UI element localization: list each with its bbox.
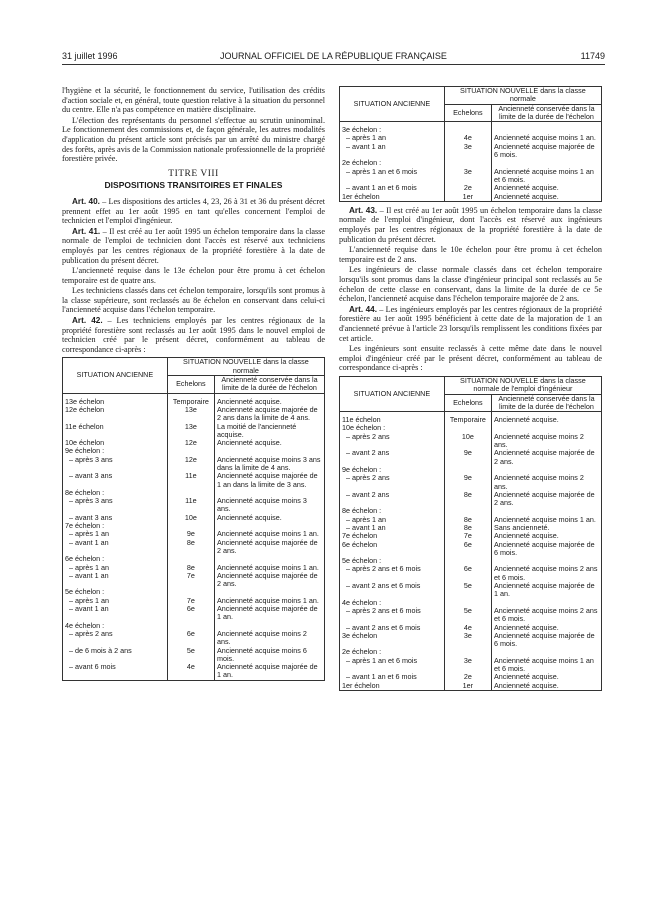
article-label: Art. 42. — [72, 316, 103, 326]
cell-ancienne: 10e échelon : — [340, 424, 445, 432]
header-situation-nouvelle: SITUATION NOUVELLE dans la classe normale — [167, 358, 324, 376]
cell-anciennete: Ancienneté acquise moins 6 mois. — [214, 647, 324, 664]
cell-anciennete: Ancienneté acquise moins 2 ans et 6 mois. — [491, 565, 601, 582]
cell-anciennete: Ancienneté acquise moins 1 an. — [214, 564, 324, 572]
table-row — [340, 433, 602, 450]
table-row — [340, 143, 602, 160]
paragraph: Les techniciens classés dans cet échelon temporaire, lorsqu'ils sont promus à la classe supérieure, sont reclassés au 8e échelon en conservant dans celui-ci l'ancienneté acquise dans l'échelon temporaire. — [62, 286, 325, 315]
header-echelons: Echelons — [444, 104, 491, 122]
cell-echelon: 6e — [167, 605, 214, 622]
cell-ancienne: 12e échelon — [63, 406, 168, 423]
table-row — [340, 449, 602, 466]
cell-ancienne: 7e échelon — [340, 532, 445, 540]
cell-echelon: 8e — [444, 524, 491, 532]
table-row — [63, 663, 325, 680]
page-number: 11749 — [580, 51, 605, 61]
article-label: Art. 41. — [72, 226, 101, 236]
cell-echelon: 9e — [444, 449, 491, 466]
cell-echelon: 1er — [444, 682, 491, 691]
paragraph: l'hygiène et la sécurité, le fonctionnement du service, l'utilisation des crédits d'action sociale et, en général, toute question relative à la situation du personnel du centre. Elle n'a pas compétence en matière disciplinaire. — [62, 86, 325, 115]
cell-anciennete: Ancienneté acquise majorée de 6 mois. — [491, 632, 601, 649]
cell-echelon: 11e — [167, 497, 214, 514]
cell-ancienne: – avant 2 ans — [340, 449, 445, 466]
cell-ancienne: 4e échelon : — [340, 599, 445, 607]
cell-ancienne: 6e échelon — [340, 541, 445, 558]
paragraph: L'élection des représentants du personnel s'effectue au scrutin uninominal. Le fonctionnement des commissions et, de façon générale, les autres modalités d'application du présent article sont précisés par un arrêté du ministre chargé des forêts, après avis de la Commission nationale professionnelle de la propriété forestière privée. — [62, 115, 325, 164]
cell-anciennete: Ancienneté acquise majorée de 1 an. — [214, 663, 324, 680]
cell-ancienne: – avant 1 an — [340, 524, 445, 532]
cell-ancienne: – après 2 ans — [340, 474, 445, 491]
cell-ancienne: – après 2 ans et 6 mois — [340, 607, 445, 624]
cell-echelon: 10e — [167, 514, 214, 522]
article-text: – Les ingénieurs employés par les centres régionaux de la propriété forestière au 1er août 1995 bénéficient à cette date de la majoration de 1 an d'ancienneté prévue à l'article 23 lorsqu'ils remplissent les conditions fixées par cet article. — [339, 304, 602, 343]
cell-echelon: 7e — [167, 572, 214, 589]
header-anciennete: Ancienneté conservée dans la limite de la durée de l'échelon — [491, 394, 601, 412]
cell-echelon: 3e — [444, 168, 491, 185]
cell-ancienne: 1er échelon — [340, 682, 445, 691]
article-text: – Il est créé au 1er août 1995 un échelon temporaire dans la classe normale de l'emploi de technicien dont l'accès est réservé aux techniciens employés par les centres régionaux de la propriété forestière à la date de publication du présent décret. — [62, 226, 325, 265]
table-row — [63, 456, 325, 473]
table-row — [63, 572, 325, 589]
cell-ancienne: 3e échelon : — [340, 126, 445, 134]
table-row — [63, 539, 325, 556]
header-anciennete: Ancienneté conservée dans la limite de la durée de l'échelon — [491, 104, 601, 122]
cell-echelon: 8e — [444, 516, 491, 524]
cell-anciennete: Ancienneté acquise moins 1 an. — [491, 134, 601, 142]
table-row — [63, 605, 325, 622]
cell-anciennete: Ancienneté acquise. — [491, 532, 601, 540]
cell-ancienne: 5e échelon : — [63, 588, 168, 596]
cell-echelon: 5e — [444, 607, 491, 624]
cell-anciennete: Ancienneté acquise moins 2 ans. — [214, 630, 324, 647]
correspondence-table-technicien — [62, 357, 325, 680]
cell-echelon: 5e — [444, 582, 491, 599]
paragraph: Les ingénieurs de classe normale classés dans cet échelon temporaire lorsqu'ils sont promus dans la classe d'ingénieur principal sont reclassés au 5e échelon de cette classe en conservant, dans la limite de la durée de ce 5e échelon, l'ancienneté acquise dans l'échelon temporaire majorée de 2 ans. — [339, 265, 602, 304]
cell-echelon: 6e — [167, 630, 214, 647]
table-row — [340, 632, 602, 649]
right-column — [339, 86, 602, 691]
cell-ancienne: – avant 2 ans — [340, 491, 445, 508]
cell-anciennete: Ancienneté acquise moins 2 ans. — [491, 474, 601, 491]
cell-ancienne: – après 1 an — [340, 516, 445, 524]
cell-echelon: 1er — [444, 193, 491, 202]
cell-echelon: 9e — [167, 530, 214, 538]
cell-anciennete: Ancienneté acquise moins 1 an et 6 mois. — [491, 168, 601, 185]
table-row — [340, 607, 602, 624]
cell-ancienne: – après 1 an — [63, 530, 168, 538]
cell-ancienne: 3e échelon — [340, 632, 445, 649]
cell-echelon: Temporaire — [167, 398, 214, 406]
cell-echelon: 4e — [444, 134, 491, 142]
cell-anciennete: Ancienneté acquise. — [491, 416, 601, 424]
table-row — [340, 474, 602, 491]
cell-ancienne: 2e échelon : — [340, 648, 445, 656]
table-row — [63, 630, 325, 647]
cell-ancienne: – après 1 an et 6 mois — [340, 657, 445, 674]
cell-anciennete: Ancienneté acquise. — [491, 184, 601, 192]
cell-anciennete: Ancienneté acquise majorée de 1 an dans la limite de 3 ans. — [214, 472, 324, 489]
cell-anciennete: Ancienneté acquise moins 1 an. — [214, 530, 324, 538]
cell-anciennete: La moitié de l'ancienneté acquise. — [214, 423, 324, 440]
table-row — [340, 491, 602, 508]
header-situation-ancienne: SITUATION ANCIENNE — [63, 358, 168, 393]
article-40 — [62, 197, 325, 226]
left-column — [62, 86, 325, 681]
cell-echelon: 9e — [444, 474, 491, 491]
table-row — [340, 682, 602, 691]
cell-ancienne: 4e échelon : — [63, 622, 168, 630]
cell-ancienne: 8e échelon : — [63, 489, 168, 497]
cell-ancienne: – avant 3 ans — [63, 472, 168, 489]
cell-echelon: 6e — [444, 565, 491, 582]
cell-ancienne: – avant 1 an et 6 mois — [340, 184, 445, 192]
cell-ancienne: 5e échelon : — [340, 557, 445, 565]
header-echelons: Echelons — [444, 394, 491, 412]
cell-ancienne: 13e échelon — [63, 398, 168, 406]
cell-ancienne: 11e échelon — [63, 423, 168, 440]
article-label: Art. 40. — [72, 196, 100, 206]
cell-anciennete: Ancienneté acquise majorée de 2 ans. — [491, 491, 601, 508]
cell-ancienne: 6e échelon : — [63, 555, 168, 563]
cell-anciennete: Ancienneté acquise. — [214, 439, 324, 447]
article-41 — [62, 227, 325, 265]
cell-anciennete: Ancienneté acquise. — [214, 398, 324, 406]
cell-ancienne: – avant 2 ans et 6 mois — [340, 624, 445, 632]
table-row — [340, 541, 602, 558]
cell-echelon: 13e — [167, 423, 214, 440]
cell-anciennete: Sans ancienneté. — [491, 524, 601, 532]
article-text: – Les dispositions des articles 4, 23, 26 à 31 et 36 du présent décret prennent effet au 1er août 1995 en tant qu'elles concernent l'emploi de technicien et l'emploi d'ingénieur. — [62, 196, 325, 226]
table-row — [340, 657, 602, 674]
cell-anciennete: Ancienneté acquise moins 1 an et 6 mois. — [491, 657, 601, 674]
table-row — [63, 406, 325, 423]
cell-ancienne: – avant 6 mois — [63, 663, 168, 680]
cell-anciennete: Ancienneté acquise moins 3 ans. — [214, 497, 324, 514]
cell-ancienne: – après 1 an — [63, 597, 168, 605]
header-situation-ancienne: SITUATION ANCIENNE — [340, 87, 445, 122]
cell-ancienne: – avant 2 ans et 6 mois — [340, 582, 445, 599]
cell-ancienne: – avant 1 an — [340, 143, 445, 160]
cell-ancienne: – de 6 mois à 2 ans — [63, 647, 168, 664]
article-text: – Il est créé au 1er août 1995 un échelon temporaire dans la classe normale de l'emploi d'ingénieur, dont l'accès est réservé aux ingénieurs employés par les centres régionaux de la propriété forestière à la date de publication du présent décret. — [339, 205, 602, 244]
cell-echelon: 2e — [444, 673, 491, 681]
header-situation-nouvelle: SITUATION NOUVELLE dans la classe normale de l'emploi d'ingénieur — [444, 376, 601, 394]
cell-ancienne: – après 3 ans — [63, 456, 168, 473]
cell-echelon: 8e — [167, 564, 214, 572]
cell-anciennete: Ancienneté acquise majorée de 2 ans. — [491, 449, 601, 466]
article-43 — [339, 206, 602, 244]
table-row — [340, 565, 602, 582]
cell-ancienne: – avant 1 an — [63, 539, 168, 556]
table-row — [63, 472, 325, 489]
cell-anciennete: Ancienneté acquise moins 2 ans. — [491, 433, 601, 450]
cell-ancienne: – après 3 ans — [63, 497, 168, 514]
cell-anciennete: Ancienneté acquise moins 3 ans dans la limite de 4 ans. — [214, 456, 324, 473]
cell-ancienne: – avant 1 an — [63, 572, 168, 589]
table-row — [340, 582, 602, 599]
cell-ancienne: 7e échelon : — [63, 522, 168, 530]
cell-echelon: 11e — [167, 472, 214, 489]
cell-echelon: 4e — [167, 663, 214, 680]
header-rule — [62, 64, 605, 65]
cell-ancienne: – après 1 an — [63, 564, 168, 572]
cell-echelon: 7e — [167, 597, 214, 605]
cell-anciennete: Ancienneté acquise moins 1 an. — [491, 516, 601, 524]
cell-echelon: 3e — [444, 143, 491, 160]
cell-echelon: 8e — [444, 491, 491, 508]
cell-ancienne: – avant 1 an et 6 mois — [340, 673, 445, 681]
paragraph: Les ingénieurs sont ensuite reclassés à cette même date dans le nouvel emploi d'ingénieur créé par le présent décret, conformément au tableau de correspondance ci-après : — [339, 344, 602, 373]
cell-ancienne: 1er échelon — [340, 193, 445, 202]
article-label: Art. 44. — [349, 304, 377, 314]
cell-echelon: 6e — [444, 541, 491, 558]
cell-ancienne: – après 2 ans — [340, 433, 445, 450]
cell-echelon: 5e — [167, 647, 214, 664]
cell-anciennete: Ancienneté acquise. — [214, 514, 324, 522]
cell-anciennete: Ancienneté acquise. — [491, 193, 601, 202]
cell-anciennete: Ancienneté acquise majorée de 6 mois. — [491, 541, 601, 558]
table-row — [63, 647, 325, 664]
cell-anciennete: Ancienneté acquise moins 1 an. — [214, 597, 324, 605]
cell-anciennete: Ancienneté acquise. — [491, 624, 601, 632]
header-anciennete: Ancienneté conservée dans la limite de la durée de l'échelon — [214, 376, 324, 394]
cell-ancienne: 2e échelon : — [340, 159, 445, 167]
cell-ancienne: – avant 1 an — [63, 605, 168, 622]
section-title: TITRE VIII — [168, 168, 219, 179]
cell-ancienne: 10e échelon — [63, 439, 168, 447]
cell-anciennete: Ancienneté acquise moins 2 ans et 6 mois. — [491, 607, 601, 624]
cell-echelon: 3e — [444, 632, 491, 649]
cell-echelon: 12e — [167, 456, 214, 473]
cell-ancienne: 8e échelon : — [340, 507, 445, 515]
cell-echelon: 13e — [167, 406, 214, 423]
cell-ancienne: 9e échelon : — [340, 466, 445, 474]
header-situation-ancienne: SITUATION ANCIENNE — [340, 376, 445, 411]
cell-anciennete: Ancienneté acquise majorée de 1 an. — [214, 605, 324, 622]
article-44 — [339, 305, 602, 343]
cell-echelon: Temporaire — [444, 416, 491, 424]
cell-echelon: 10e — [444, 433, 491, 450]
journal-title: JOURNAL OFFICIEL DE LA RÉPUBLIQUE FRANÇAISE — [220, 51, 447, 61]
article-label: Art. 43. — [349, 205, 378, 215]
cell-anciennete: Ancienneté acquise majorée de 1 an. — [491, 582, 601, 599]
cell-anciennete: Ancienneté acquise majorée de 2 ans dans la limite de 4 ans. — [214, 406, 324, 423]
issue-date: 31 juillet 1996 — [62, 51, 118, 61]
cell-anciennete: Ancienneté acquise majorée de 6 mois. — [491, 143, 601, 160]
section-subtitle: DISPOSITIONS TRANSITOIRES ET FINALES — [104, 180, 283, 191]
correspondence-table-technicien-continued — [339, 86, 602, 202]
cell-echelon: 3e — [444, 657, 491, 674]
article-text: – Les techniciens employés par les centres régionaux de la propriété forestière sont reclassés au 1er août 1995 dans le nouvel emploi de technicien créé par le présent décret, conformément au tableau de correspondance ci-après : — [62, 316, 325, 354]
cell-echelon: 2e — [444, 184, 491, 192]
cell-echelon: 8e — [167, 539, 214, 556]
table-row — [63, 497, 325, 514]
cell-ancienne: – après 1 an — [340, 134, 445, 142]
cell-anciennete: Ancienneté acquise. — [491, 673, 601, 681]
article-42 — [62, 316, 325, 354]
paragraph: L'ancienneté requise dans le 13e échelon pour être promu à cet échelon temporaire est de quatre ans. — [62, 266, 325, 285]
cell-anciennete: Ancienneté acquise majorée de 2 ans. — [214, 539, 324, 556]
paragraph: L'ancienneté requise dans le 10e échelon pour être promu à cet échelon temporaire est de 2 ans. — [339, 245, 602, 264]
table-row — [340, 168, 602, 185]
cell-anciennete: Ancienneté acquise majorée de 2 ans. — [214, 572, 324, 589]
cell-ancienne: 11e échelon — [340, 416, 445, 424]
cell-ancienne: – après 1 an et 6 mois — [340, 168, 445, 185]
table-row — [63, 423, 325, 440]
cell-ancienne: – après 2 ans — [63, 630, 168, 647]
cell-ancienne: – avant 3 ans — [63, 514, 168, 522]
correspondence-table-ingenieur — [339, 376, 602, 691]
cell-echelon: 4e — [444, 624, 491, 632]
header-situation-nouvelle: SITUATION NOUVELLE dans la classe normale — [444, 87, 601, 105]
cell-echelon: 7e — [444, 532, 491, 540]
header-echelons: Echelons — [167, 376, 214, 394]
table-row — [340, 193, 602, 202]
cell-ancienne: 9e échelon : — [63, 447, 168, 455]
cell-echelon: 12e — [167, 439, 214, 447]
cell-ancienne: – après 2 ans et 6 mois — [340, 565, 445, 582]
cell-anciennete: Ancienneté acquise. — [491, 682, 601, 691]
page-header — [62, 51, 605, 65]
